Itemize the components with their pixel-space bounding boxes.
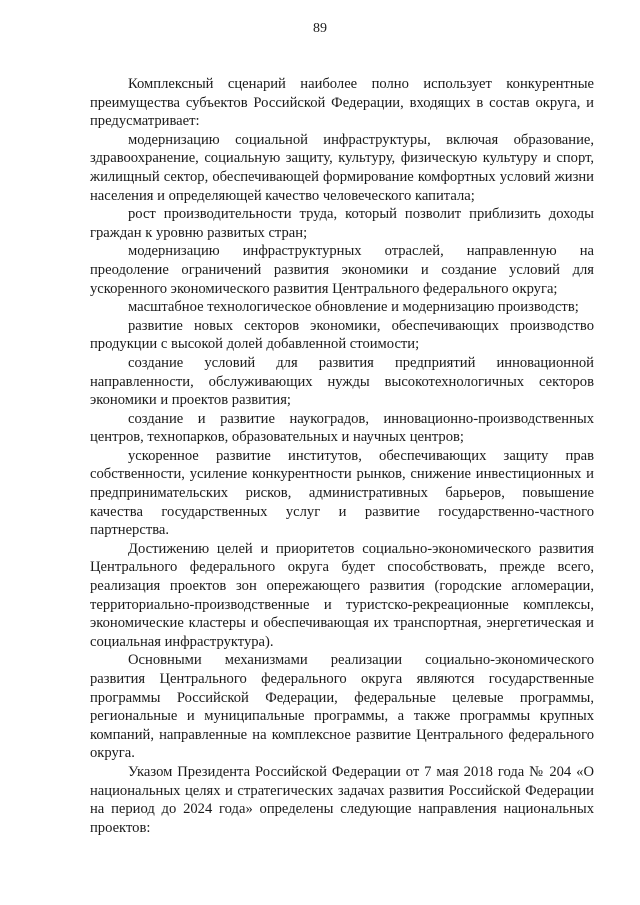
paragraph-innovation-enterprises: создание условий для развития предприятий инновационной направленности, обслуживающих нужды высокотехнологичных секторов экономики и проектов развития; [90,354,594,409]
paragraph-intro: Комплексный сценарий наиболее полно использует конкурентные преимущества субъектов Российской Федерации, входящих в состав округа, и предусматривает: [90,76,594,130]
document-body [90,75,594,837]
paragraph-mechanisms: Основными механизмами реализации социально-экономического развития Центрального федерального округа являются государственные программы Российской Федерации, федеральные целевые программы, региональные и муниципальные программы, а также программы крупных компаний, направленные на комплексное развитие Центрального федерального округа. [90,652,594,762]
paragraph-presidential-decree: Указом Президента Российской Федерации от 7 мая 2018 года № 204 «О национальных целях и стратегических задачах развития Российской Федерации на период до 2024 года» определены следующие направления национальных проектов: [90,763,594,836]
paragraph-development-zones: Достижению целей и приоритетов социально-экономического развития Центрального федерального округа будет способствовать, прежде всего, реализация проектов зон опережающего развития (городские агломерации, территориально-производственные и туристско-рекреационные комплексы, экономические кластеры и обеспечивающая их транспортная, энергетическая и социальная инфраструктура). [90,540,594,650]
paragraph-infrastructure-sectors: модернизацию инфраструктурных отраслей, направленную на преодоление ограничений развития экономики и создание условий для ускоренного экономического развития Центрального федерального округа; [90,243,594,297]
paragraph-new-sectors: развитие новых секторов экономики, обеспечивающих производство продукции с высокой долей добавленной стоимости; [90,317,594,353]
paragraph-science-cities: создание и развитие наукоградов, инновационно-производственных центров, технопарков, образовательных и научных центров; [90,410,594,446]
paragraph-technological-renewal: масштабное технологическое обновление и модернизацию производств; [128,299,579,316]
paragraph-social-infrastructure: модернизацию социальной инфраструктуры, включая образование, здравоохранение, социальную защиту, культуру, физическую культуру и спорт, жилищный сектор, обеспечивающей формирование комфортных условий жизни населения и определяющей качество человеческого капитала; [90,131,594,204]
page-number: 89 [313,21,327,36]
paragraph-labor-productivity: рост производительности труда, который позволит приблизить доходы граждан к уровню развитых стран; [90,206,594,241]
paragraph-institutions: ускоренное развитие институтов, обеспечивающих защиту прав собственности, усиление конкурентности рынков, снижение инвестиционных и предпринимательских рисков, административных барьеров, повышение качества государственных услуг и развитие государственно-частного партнерства. [90,447,594,539]
